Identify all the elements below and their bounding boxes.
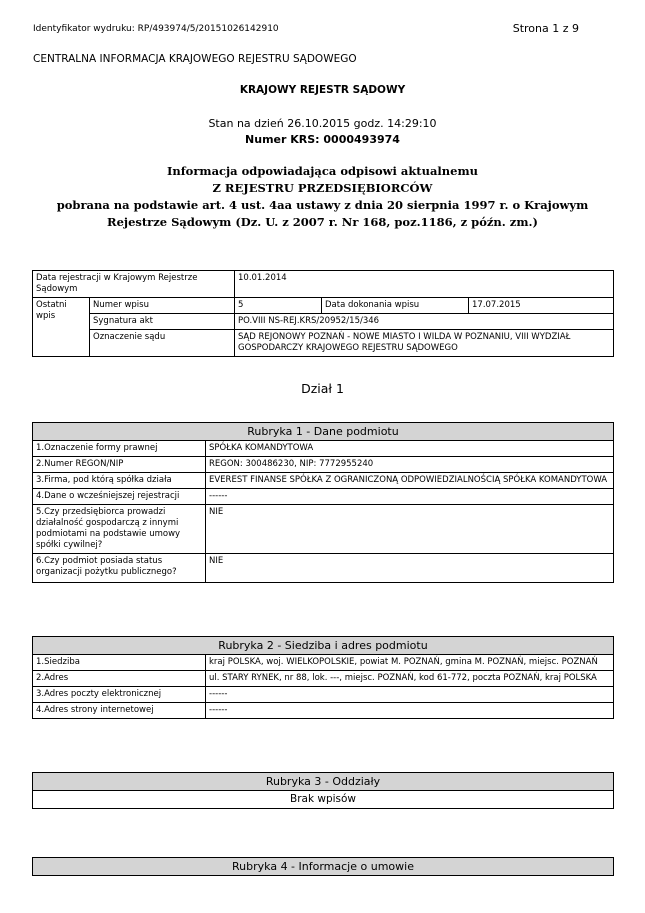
state-as-of: Stan na dzień 26.10.2015 godz. 14:29:10	[208, 117, 437, 130]
rubryka-2-title: Rubryka 2 - Siedziba i adres podmiotu	[33, 637, 614, 655]
signature-value: PO.VIII NS-REJ.KRS/20952/15/346	[235, 314, 614, 330]
r1-value-5: NIE	[206, 505, 614, 554]
r2-value-3: ------	[206, 687, 614, 703]
rubryka-3-content: Brak wpisów	[33, 791, 614, 809]
r1-value-6: NIE	[206, 554, 614, 583]
entry-no-label: Numer wpisu	[90, 298, 235, 314]
r1-value-4: ------	[206, 489, 614, 505]
print-identifier: Identyfikator wydruku: RP/493974/5/20151026142910	[33, 24, 279, 34]
entry-no-value: 5	[235, 298, 322, 314]
section-heading: Dział 1	[301, 381, 344, 396]
r2-label-1: 1.Siedziba	[33, 655, 206, 671]
info-line-2: Z REJESTRU PRZEDSIĘBIORCÓW	[212, 181, 433, 195]
rubryka-4-table	[32, 857, 614, 876]
r2-value-4: ------	[206, 703, 614, 719]
last-entry-label: Ostatni wpis	[33, 298, 90, 357]
r2-label-2: 2.Adres	[33, 671, 206, 687]
r1-label-1: 1.Oznaczenie formy prawnej	[33, 441, 206, 457]
r1-label-4: 4.Dane o wcześniejszej rejestracji	[33, 489, 206, 505]
court-label: Oznaczenie sądu	[90, 330, 235, 357]
info-line-1: Informacja odpowiadająca odpisowi aktualnemu	[166, 164, 479, 178]
source-name: CENTRALNA INFORMACJA KRAJOWEGO REJESTRU SĄDOWEGO	[33, 53, 357, 65]
rubryka-1-table	[32, 422, 614, 583]
r1-label-3: 3.Firma, pod którą spółka działa	[33, 473, 206, 489]
reg-date-value: 10.01.2014	[235, 271, 614, 298]
r2-value-1: kraj POLSKA, woj. WIELKOPOLSKIE, powiat M. POZNAŃ, gmina M. POZNAŃ, miejsc. POZNAŃ	[206, 655, 614, 671]
rubryka-1-title: Rubryka 1 - Dane podmiotu	[33, 423, 614, 441]
r1-value-2: REGON: 300486230, NIP: 7772955240	[206, 457, 614, 473]
court-value: SĄD REJONOWY POZNAŃ - NOWE MIASTO I WILDA W POZNANIU, VIII WYDZIAŁ GOSPODARCZY KRAJOWEGO REJESTRU SĄDOWEGO	[235, 330, 614, 357]
info-line-3: pobrana na podstawie art. 4 ust. 4aa ustawy z dnia 20 sierpnia 1997 r. o Krajowym Rejestrze Sądowym (Dz. U. z 2007 r. Nr 168, poz.1186, z późn. zm.)	[56, 198, 589, 229]
reg-date-label: Data rejestracji w Krajowym Rejestrze Sądowym	[33, 271, 235, 298]
rubryka-3-table	[32, 772, 614, 809]
rubryka-2-table	[32, 636, 614, 719]
r1-value-3: EVEREST FINANSE SPÓŁKA Z OGRANICZONĄ ODPOWIEDZIALNOŚCIĄ SPÓŁKA KOMANDYTOWA	[206, 473, 614, 489]
r1-label-2: 2.Numer REGON/NIP	[33, 457, 206, 473]
r2-value-2: ul. STARY RYNEK, nr 88, lok. ---, miejsc. POZNAŃ, kod 61-772, poczta POZNAŃ, kraj POLSKA	[206, 671, 614, 687]
r1-label-6: 6.Czy podmiot posiada status organizacji pożytku publicznego?	[33, 554, 206, 583]
r2-label-3: 3.Adres poczty elektronicznej	[33, 687, 206, 703]
entry-date-label: Data dokonania wpisu	[322, 298, 469, 314]
r1-label-5: 5.Czy przedsiębiorca prowadzi działalność gospodarczą z innymi podmiotami na podstawie umowy spółki cywilnej?	[33, 505, 206, 554]
rubryka-3-title: Rubryka 3 - Oddziały	[33, 773, 614, 791]
r1-value-1: SPÓŁKA KOMANDYTOWA	[206, 441, 614, 457]
registry-title: KRAJOWY REJESTR SĄDOWY	[239, 84, 406, 96]
rubryka-4-title: Rubryka 4 - Informacje o umowie	[33, 858, 614, 876]
document-description	[40, 163, 605, 231]
r2-label-4: 4.Adres strony internetowej	[33, 703, 206, 719]
signature-label: Sygnatura akt	[90, 314, 235, 330]
page-number: Strona 1 z 9	[512, 22, 579, 35]
registration-table	[32, 270, 614, 357]
entry-date-value: 17.07.2015	[469, 298, 614, 314]
krs-number: Numer KRS: 0000493974	[245, 133, 400, 146]
